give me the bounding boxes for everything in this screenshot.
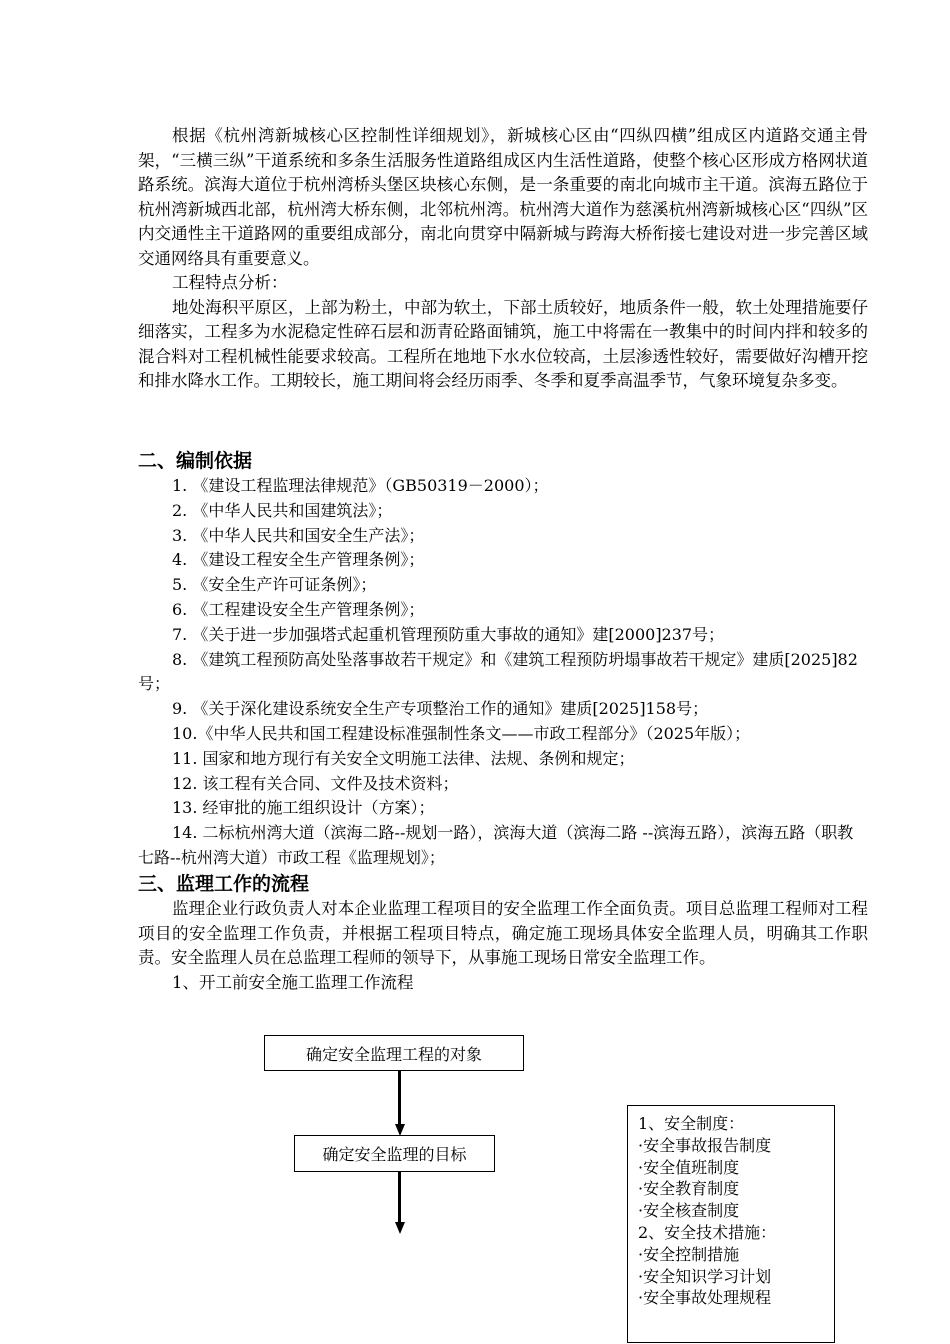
side-line: 2、安全技术措施： [638, 1222, 777, 1242]
side-line: 1、安全制度： [638, 1114, 745, 1133]
list-item: 12. 该工程有关合同、文件及技术资料； [172, 773, 459, 793]
flow-arrow-line [398, 1172, 401, 1223]
list-item: 11. 国家和地方现行有关安全文明施工法律、法规、条例和规定； [172, 748, 635, 768]
side-line: ·安全知识学习计划 [638, 1266, 772, 1286]
list-item: 8. 《建筑工程预防高处坠落事故若干规定》和《建筑工程预防坍塌事故若干规定》建质[2025]82号； [138, 649, 858, 694]
workflow-section [138, 897, 868, 995]
features-title: 工程特点分析： [172, 273, 288, 292]
section-heading-basis: 二、编制依据 [138, 450, 253, 472]
side-line: ·安全值班制度 [638, 1157, 740, 1177]
list-item: 13. 经审批的施工组织设计（方案）； [172, 798, 435, 818]
flow-arrow-head [395, 1222, 405, 1234]
list-item: 7. 《关于进一步加强塔式起重机管理预防重大事故的通知》建[2000]237号； [172, 624, 725, 644]
list-item: 2. 《中华人民共和国建筑法》； [172, 500, 393, 520]
side-line: ·安全事故报告制度 [638, 1135, 772, 1155]
features-paragraph: 地处海积平原区，上部为粉土，中部为软土，下部土质较好，地质条件一般，软土处理措施要仔细落实，工程多为水泥稳定性碎石层和沥青砼路面铺筑，施工中将需在一教集中的时间内拌和较多的 混合料对工程机械性能要求较高。工程所在地地下水水位较高，土层渗透性较好，需要做好沟槽开挖和排水降水工作。工期较长，施工期间将会经历雨季、冬季和夏季高温季节，气象环境复杂多变。 [138, 297, 868, 390]
flow-arrow-line [398, 1071, 401, 1125]
list-item: 5. 《安全生产许可证条例》； [172, 575, 377, 595]
flow-title: 1、开工前安全施工监理工作流程 [172, 972, 414, 992]
flow-box-object: 确定安全监理工程的对象 [264, 1035, 524, 1071]
side-line: ·安全教育制度 [638, 1179, 740, 1199]
list-item: 1. 《建设工程监理法律规范》（GB50319－2000）； [172, 476, 549, 495]
list-item: 4. 《建设工程安全生产管理条例》； [172, 550, 425, 570]
list-item: 6. 《工程建设安全生产管理条例》； [172, 599, 425, 619]
list-item: 9. 《关于深化建设系统安全生产专项整治工作的通知》建质[2025]158号； [172, 699, 709, 719]
workflow-paragraph: 监理企业行政负责人对本企业监理工程项目的安全监理工作全面负责。项目总监理工程师对工程项目的安全监理工作负责，并根据工程项目特点，确定施工现场具体安全监理人员，明确其工作职责。安全监理人员在总监理工程师的领导下，从事施工现场日常安全监理工作。 [138, 899, 868, 967]
side-line: ·安全核查制度 [638, 1201, 740, 1221]
side-line: ·安全控制措施 [638, 1244, 740, 1264]
safety-measures-box [627, 1105, 835, 1343]
list-item: 10.《中华人民共和国工程建设标准强制性条文——市政工程部分》（2025年版）； [172, 723, 751, 743]
side-line: ·安全事故处理规程 [638, 1288, 772, 1308]
basis-list [138, 474, 868, 871]
intro-section [138, 124, 868, 394]
list-item: 14. 二标杭州湾大道（滨海二路--规划一路），滨海大道（滨海二路 --滨海五路），滨海五路（职教七路--杭州湾大道）市政工程《监理规划》； [138, 823, 854, 867]
section-heading-workflow: 三、监理工作的流程 [138, 873, 310, 895]
list-item: 3. 《中华人民共和国安全生产法》； [172, 525, 425, 545]
intro-paragraph: 根据《杭州湾新城核心区控制性详细规划》，新城核心区由“四纵四横”组成区内道路交通主骨架，“三横三纵”干道系统和多条生活服务性道路组成区内生活性道路，使整个核心区形成方格网状道路系统。滨海大道位于杭州湾桥头堡区块核心东侧，是一条重要的南北向城市主干道。滨海五路位于杭州湾新城西北部，杭州湾大桥东侧，北邻杭州湾。杭州湾大道作为慈溪杭州湾新城核心区“四纵”区内交通性主干道路网的重要组成部分，南北向贯穿中隔新城与跨海大桥衔接七建设对进一步完善区域交通网络具有重要意义。 [138, 126, 868, 268]
flow-box-target: 确定安全监理的目标 [294, 1135, 495, 1172]
